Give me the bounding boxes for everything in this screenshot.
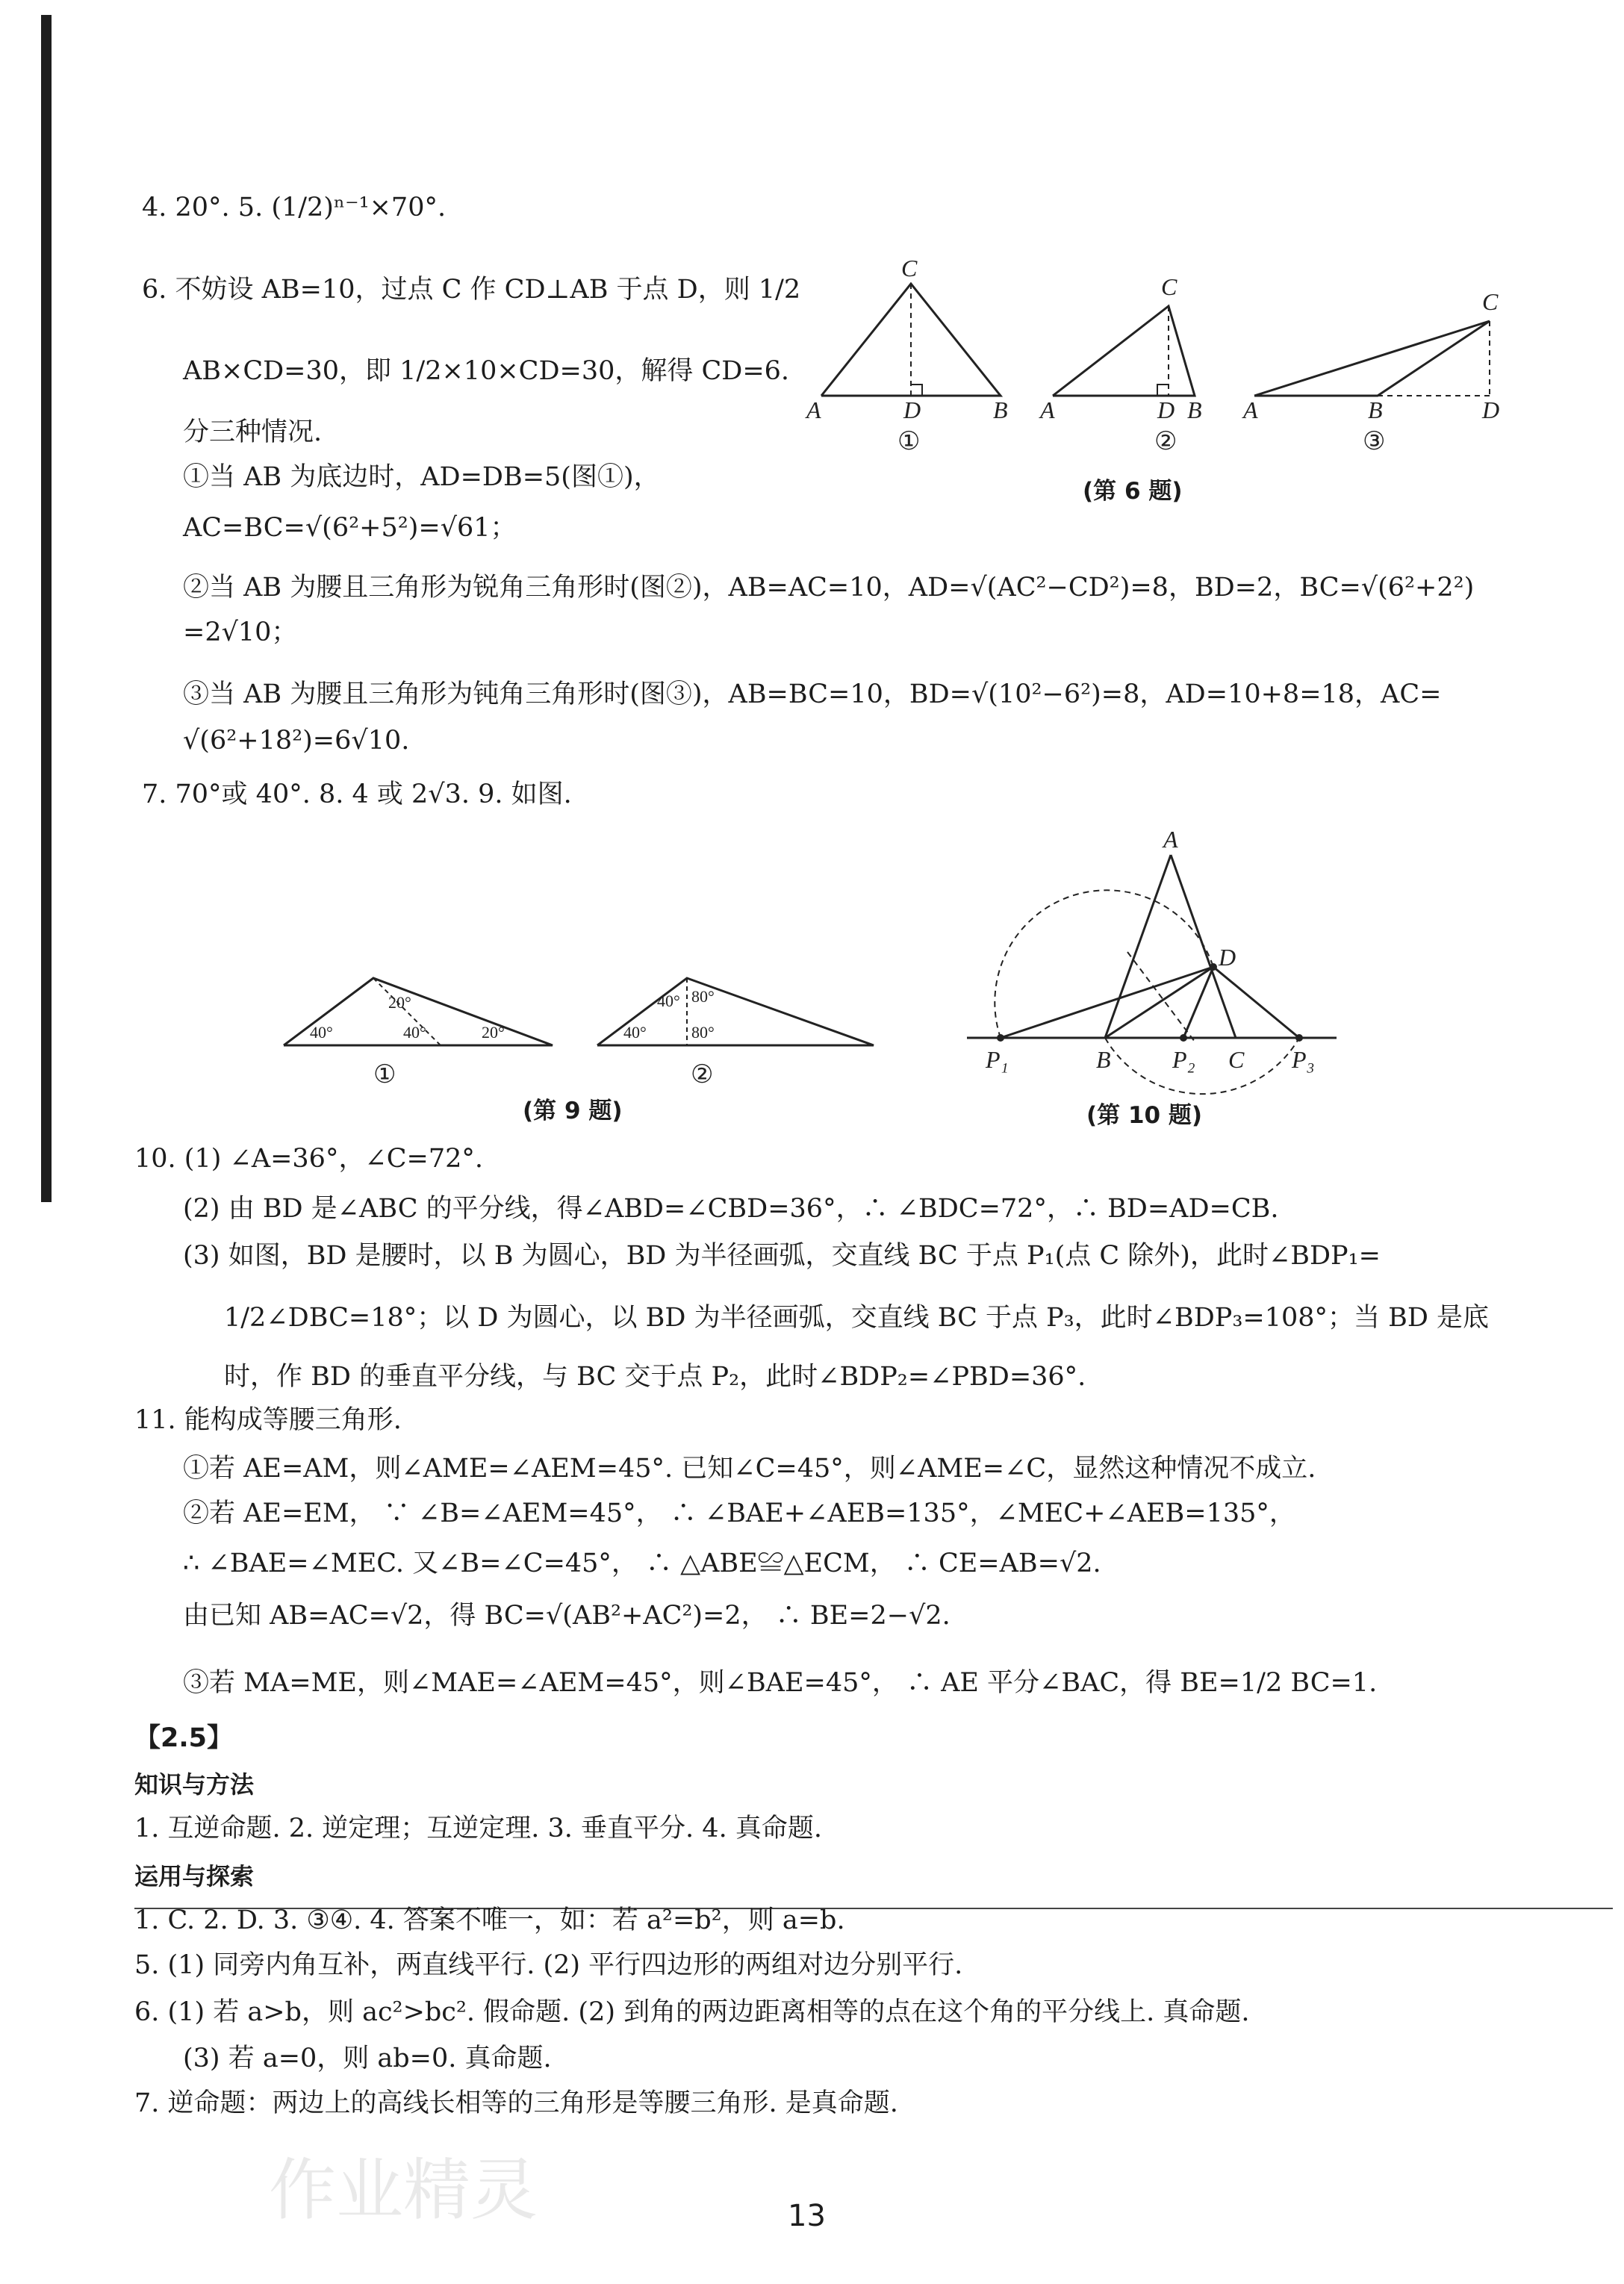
fig6-num-2: ② [1154, 428, 1177, 455]
fig6-label-c1: C [901, 255, 918, 281]
figure-9 [276, 963, 889, 1098]
fig6-label-d1: D [903, 396, 921, 423]
fig6-triangle-1 [821, 284, 1001, 396]
figure-6 [806, 246, 1553, 455]
fig6-label-a1: A [806, 396, 821, 423]
binder-edge [41, 15, 52, 1202]
page-number: 13 [788, 2199, 826, 2233]
fig9-angle-80b: 80° [691, 1023, 715, 1042]
answer-6-line3: 分三种情况. [183, 417, 323, 447]
section-knowledge: 知识与方法 [134, 1770, 255, 1799]
fig10-label-d: D [1219, 944, 1236, 971]
fig6-label-b1: B [993, 396, 1008, 423]
knowledge-answers: 1. 互逆命题. 2. 逆定理；互逆定理. 3. 垂直平分. 4. 真命题. [134, 1814, 822, 1843]
answer-6-case3b: √(6²+18²)=6√10. [183, 726, 410, 756]
answer-11-case2: ②若 AE=EM， ∵ ∠B=∠AEM=45°， ∴ ∠BAE+∠AEB=135°，∠MEC+∠AEB=135°， [183, 1499, 1295, 1528]
fig9-angle-20b: 20° [482, 1023, 505, 1042]
watermark: 作业精灵 [269, 2151, 538, 2229]
apply-answer-7: 7. 逆命题：两边上的高线长相等的三角形是等腰三角形. 是真命题. [134, 2088, 898, 2118]
answer-4-5: 4. 20°. 5. (1/2)ⁿ⁻¹×70°. [142, 193, 447, 223]
fig6-label-b2: B [1187, 396, 1202, 423]
caption-fig6: (第 6 题) [1083, 478, 1183, 505]
apply-answers-1-4: 1. C. 2. D. 3. ③④. 4. 答案不唯一，如：若 a²=b²，则 a=b. [134, 1905, 845, 1935]
answer-10-2: (2) 由 BD 是∠ABC 的平分线，得∠ABD=∠CBD=36°，∴ ∠BDC=72°，∴ BD=AD=CB. [183, 1194, 1279, 1224]
fig10-label-p1: P₁ [986, 1046, 1009, 1073]
fig6-label-c3: C [1482, 288, 1499, 315]
apply-answer-6: 6. (1) 若 a>b，则 ac²>bc². 假命题. (2) 到角的两边距离相等的点在这个角的平分线上. 真命题. [134, 1997, 1250, 2027]
fig9-angle-20a: 20° [388, 993, 411, 1012]
fig6-num-1: ① [897, 428, 921, 455]
answer-11-case2c: 由已知 AB=AC=√2，得 BC=√(AB²+AC²)=2， ∴ BE=2−√2. [183, 1601, 951, 1631]
answer-6-line2: AB×CD=30，即 1/2×10×CD=30，解得 CD=6. [183, 356, 790, 386]
fig6-num-3: ③ [1363, 428, 1386, 455]
answer-10-3: (3) 如图，BD 是腰时，以 B 为圆心，BD 为半径画弧，交直线 BC 于点 P₁(点 C 除外)，此时∠BDP₁= [183, 1241, 1381, 1271]
section-apply: 运用与探索 [134, 1862, 255, 1891]
fig10-label-p3: P₃ [1292, 1046, 1315, 1073]
caption-fig9: (第 9 题) [523, 1098, 623, 1124]
apply-answer-6-3: (3) 若 a=0，则 ab=0. 真命题. [183, 2044, 552, 2073]
answer-6-case1: ①当 AB 为底边时，AD=DB=5(图①)， [183, 462, 660, 492]
fig10-label-b: B [1096, 1046, 1111, 1073]
fig6-label-b3: B [1368, 396, 1383, 423]
fig9-num-2: ② [691, 1061, 714, 1089]
fig10-side-ab [1105, 855, 1171, 1038]
fig10-label-p2: P₂ [1172, 1046, 1195, 1073]
answer-11: 11. 能构成等腰三角形. [134, 1405, 402, 1435]
apply-answer-5: 5. (1) 同旁内角互补，两直线平行. (2) 平行四边形的两组对边分别平行. [134, 1950, 963, 1980]
answer-6-case3: ③当 AB 为腰且三角形为钝角三角形时(图③)，AB=BC=10，BD=√(10²−6²)=8，AD=10+8=18，AC= [183, 679, 1442, 709]
fig9-angle-40a: 40° [310, 1023, 333, 1042]
fig9-num-1: ① [373, 1061, 396, 1089]
fig9-angle-40d: 40° [657, 992, 680, 1010]
answer-10-3b: 1/2∠DBC=18°；以 D 为圆心，以 BD 为半径画弧，交直线 BC 于点 P₃，此时∠BDP₃=108°；当 BD 是底 [224, 1303, 1490, 1333]
fig9-angle-40c: 40° [623, 1023, 647, 1042]
answer-11-case1: ①若 AE=AM，则∠AME=∠AEM=45°. 已知∠C=45°，则∠AME=∠C，显然这种情况不成立. [183, 1454, 1316, 1484]
fig10-label-a: A [1163, 826, 1178, 853]
answer-6-case1b: AC=BC=√(6²+5²)=√61； [183, 513, 517, 543]
fig6-label-c2: C [1161, 273, 1177, 300]
fig6-label-d3: D [1482, 396, 1500, 423]
figure-10 [956, 825, 1359, 1094]
section-2-5: 【2.5】 [134, 1723, 234, 1753]
answer-10-1: 10. (1) ∠A=36°，∠C=72°. [134, 1144, 484, 1174]
fig10-label-c: C [1228, 1046, 1245, 1073]
answer-10-3c: 时，作 BD 的垂直平分线，与 BC 交于点 P₂，此时∠BDP₂=∠PBD=36°. [224, 1362, 1086, 1392]
fig6-label-d2: D [1157, 396, 1175, 423]
fig6-triangle-3 [1254, 321, 1490, 396]
fig9-angle-80a: 80° [691, 987, 715, 1006]
answer-6-intro: 6. 不妨设 AB=10，过点 C 作 CD⊥AB 于点 D，则 1/2 [142, 275, 801, 305]
answer-11-case2b: ∴ ∠BAE=∠MEC. 又∠B=∠C=45°， ∴ △ABE≌△ECM， ∴ CE=AB=√2. [183, 1549, 1101, 1578]
fig6-label-a3: A [1243, 396, 1258, 423]
fig6-label-a2: A [1040, 396, 1055, 423]
caption-fig10: (第 10 题) [1086, 1102, 1203, 1129]
fig9-angle-40b: 40° [403, 1023, 426, 1042]
answer-6-case2: ②当 AB 为腰且三角形为锐角三角形时(图②)，AB=AC=10，AD=√(AC²−CD²)=8，BD=2，BC=√(6²+2²) [183, 573, 1475, 603]
answer-11-case3: ③若 MA=ME，则∠MAE=∠AEM=45°，则∠BAE=45°， ∴ AE 平分∠BAC，得 BE=1/2 BC=1. [183, 1668, 1378, 1698]
answer-6-case2b: =2√10； [183, 617, 298, 647]
fig6-triangle-2 [1053, 306, 1195, 396]
answer-7-8-9: 7. 70°或 40°. 8. 4 或 2√3. 9. 如图. [142, 780, 572, 809]
